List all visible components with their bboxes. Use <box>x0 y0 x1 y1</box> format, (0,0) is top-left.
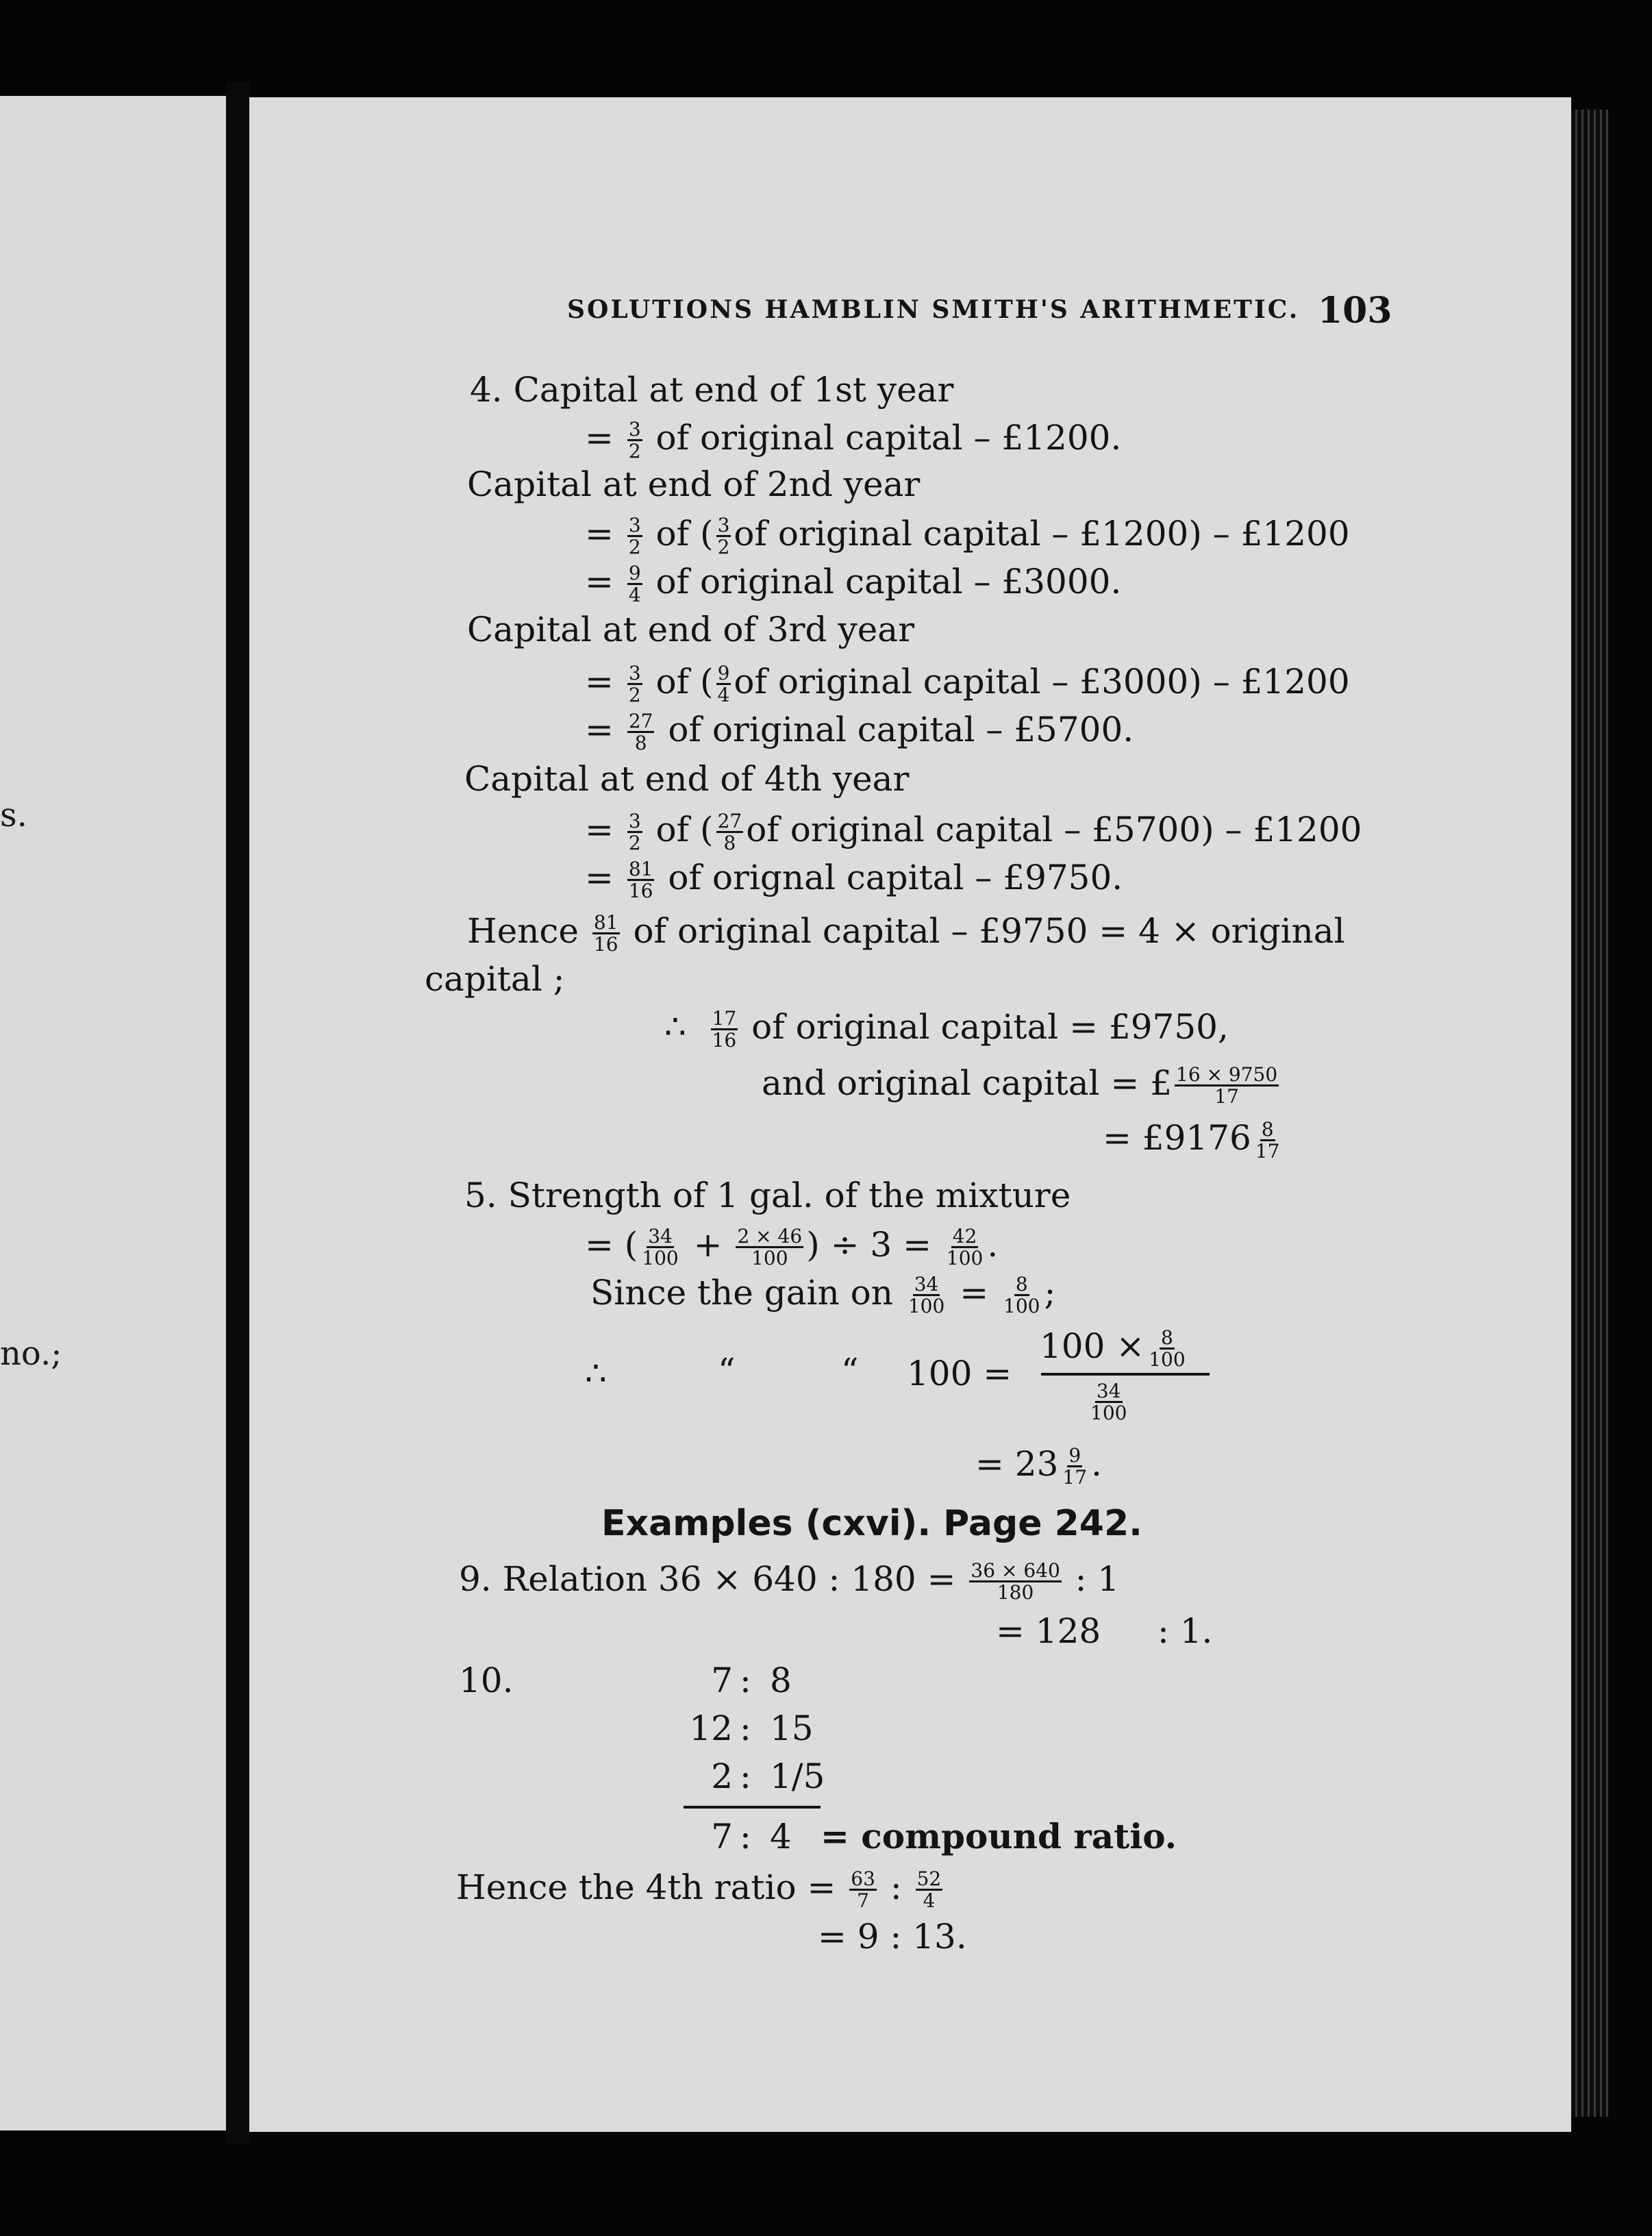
p4-line-2: = $\frac{3}{2}$ of original capital – £1200. <box>585 417 1122 463</box>
ratio-right: 1/5 <box>770 1756 825 1796</box>
fraction: $\frac{3}{2}$ <box>717 514 730 559</box>
p5-line-4-therefore: ∴ <box>585 1354 607 1393</box>
p10-label: 10. <box>459 1661 514 1700</box>
fraction: $\frac{8}{17}$ <box>1255 1118 1280 1163</box>
p9-line-2-value: = 128 <box>996 1611 1101 1651</box>
ratio-sep: : <box>740 1756 751 1796</box>
fraction: $\frac{2 \times 46}{100}$ <box>737 1225 803 1270</box>
left-page-fragment: no.; <box>0 1334 62 1373</box>
p10-hence-line-1: Hence the 4th ratio = $\frac{63}{7}$ : $\frac{52}{4}$ <box>456 1867 942 1913</box>
fraction: $\frac{34}{100}$ <box>908 1273 945 1318</box>
ratio-right: 15 <box>770 1709 814 1748</box>
fraction: $\frac{8}{100}$ <box>1003 1273 1040 1318</box>
p4-line-10: = $\frac{3}{2}$ of ( $\frac{27}{8}$ of original capital – £5700) – £1200 <box>585 809 1362 855</box>
ratio-sep: : <box>740 1817 751 1856</box>
p4-line-9: Capital at end of 4th year <box>464 759 910 799</box>
p4-line-13: capital ; <box>425 959 565 999</box>
p4-line-8: = $\frac{27}{8}$ of original capital – £5700. <box>585 709 1134 755</box>
ratio-left: 12 <box>689 1709 733 1748</box>
fraction: $\frac{9}{4}$ <box>628 562 641 607</box>
p5-line-2: = ( $\frac{34}{100}$ + $\frac{2 \times 46}{100}$ ) ÷ 3 = $\frac{42}{100}$ . <box>585 1224 999 1270</box>
fraction: $\frac{16 \times 9750}{17}$ <box>1176 1063 1278 1108</box>
p4-line-6: Capital at end of 3rd year <box>467 610 915 649</box>
fraction: $\frac{63}{7}$ <box>851 1867 875 1913</box>
fraction: $\frac{81}{16}$ <box>593 911 618 956</box>
compound-ratio-label: = compound ratio. <box>821 1816 1177 1856</box>
ratio-left: 7 <box>711 1817 733 1856</box>
fraction: $\frac{34}{100}$ <box>1090 1380 1127 1425</box>
p5-line-4-lhs: 100 = <box>907 1354 1012 1393</box>
ratio-left: 7 <box>711 1661 733 1700</box>
fraction: $\frac{3}{2}$ <box>628 418 641 463</box>
fraction: $\frac{34}{100}$ <box>642 1225 679 1270</box>
p4-line-11: = $\frac{81}{16}$ of orignal capital – £9750. <box>585 857 1123 903</box>
p5-line-1: 5. Strength of 1 gal. of the mixture <box>464 1176 1071 1215</box>
page-edge <box>1571 110 1608 2117</box>
fraction: $\frac{42}{100}$ <box>946 1225 984 1270</box>
fraction-bar <box>1041 1373 1210 1376</box>
left-page-fragment: s. <box>0 796 27 834</box>
ratio-sep: : <box>740 1709 751 1748</box>
p4-line-14: ∴ $\frac{17}{16}$ of original capital = £9750, <box>664 1006 1229 1052</box>
p9-line-2-ratio: : 1. <box>1157 1611 1213 1651</box>
fraction: $\frac{27}{8}$ <box>717 810 742 855</box>
ratio-right: 8 <box>770 1661 792 1700</box>
fraction: $\frac{8}{100}$ <box>1149 1326 1186 1371</box>
fraction: $\frac{3}{2}$ <box>628 810 641 855</box>
p5-line-4-numerator: 100 × $\frac{8}{100}$ <box>1040 1326 1186 1371</box>
fraction: $\frac{27}{8}$ <box>628 710 653 755</box>
ratio-left: 2 <box>711 1756 733 1796</box>
p5-line-4-ditto: “ <box>718 1351 736 1391</box>
book-page <box>249 97 1571 2132</box>
fraction: $\frac{52}{4}$ <box>916 1867 942 1913</box>
p4-line-5: = $\frac{9}{4}$ of original capital – £3000. <box>585 561 1122 607</box>
page-number: 103 <box>1318 290 1392 332</box>
fraction: $\frac{36 \times 640}{180}$ <box>971 1559 1060 1604</box>
book-gutter <box>226 82 251 2144</box>
p4-line-1: 4. Capital at end of 1st year <box>470 370 954 410</box>
examples-heading: Examples (cxvi). Page 242. <box>601 1503 1142 1544</box>
fraction: $\frac{81}{16}$ <box>628 858 653 903</box>
p4-line-7: = $\frac{3}{2}$ of ( $\frac{9}{4}$ of original capital – £3000) – £1200 <box>585 661 1350 707</box>
p5-line-4-ditto: “ <box>841 1351 859 1391</box>
p10-hence-line-2: = 9 : 13. <box>818 1917 967 1956</box>
p4-line-12: Hence $\frac{81}{16}$ of original capital – £9750 = 4 × original <box>467 910 1345 956</box>
p5-line-4-denominator <box>1086 1381 1131 1424</box>
fraction: $\frac{3}{2}$ <box>628 662 641 707</box>
p4-line-15: and original capital = £ $\frac{16 \times 9750}{17}$ <box>762 1063 1278 1108</box>
p5-line-3: Since the gain on $\frac{34}{100}$ = $\frac{8}{100}$ ; <box>590 1272 1056 1318</box>
fraction: $\frac{9}{17}$ <box>1062 1444 1088 1489</box>
running-title: SOLUTIONS HAMBLIN SMITH'S ARITHMETIC. <box>567 295 1300 324</box>
p5-line-5: = 23 $\frac{9}{17}$ . <box>975 1443 1102 1489</box>
p4-line-3: Capital at end of 2nd year <box>467 464 921 504</box>
summation-rule <box>684 1806 821 1809</box>
p4-line-4: = $\frac{3}{2}$ of ( $\frac{3}{2}$ of original capital – £1200) – £1200 <box>585 513 1350 559</box>
p4-line-16: = £9176 $\frac{8}{17}$ <box>1103 1117 1280 1163</box>
fraction: $\frac{3}{2}$ <box>628 514 641 559</box>
ratio-sep: : <box>740 1661 751 1700</box>
fraction: $\frac{9}{4}$ <box>717 662 730 707</box>
fraction: $\frac{17}{16}$ <box>712 1007 737 1052</box>
ratio-right: 4 <box>770 1817 792 1856</box>
p9-line-1: 9. Relation 36 × 640 : 180 = $\frac{36 \times 640}{180}$ : 1 <box>459 1558 1120 1604</box>
left-page-margin <box>0 96 231 2131</box>
